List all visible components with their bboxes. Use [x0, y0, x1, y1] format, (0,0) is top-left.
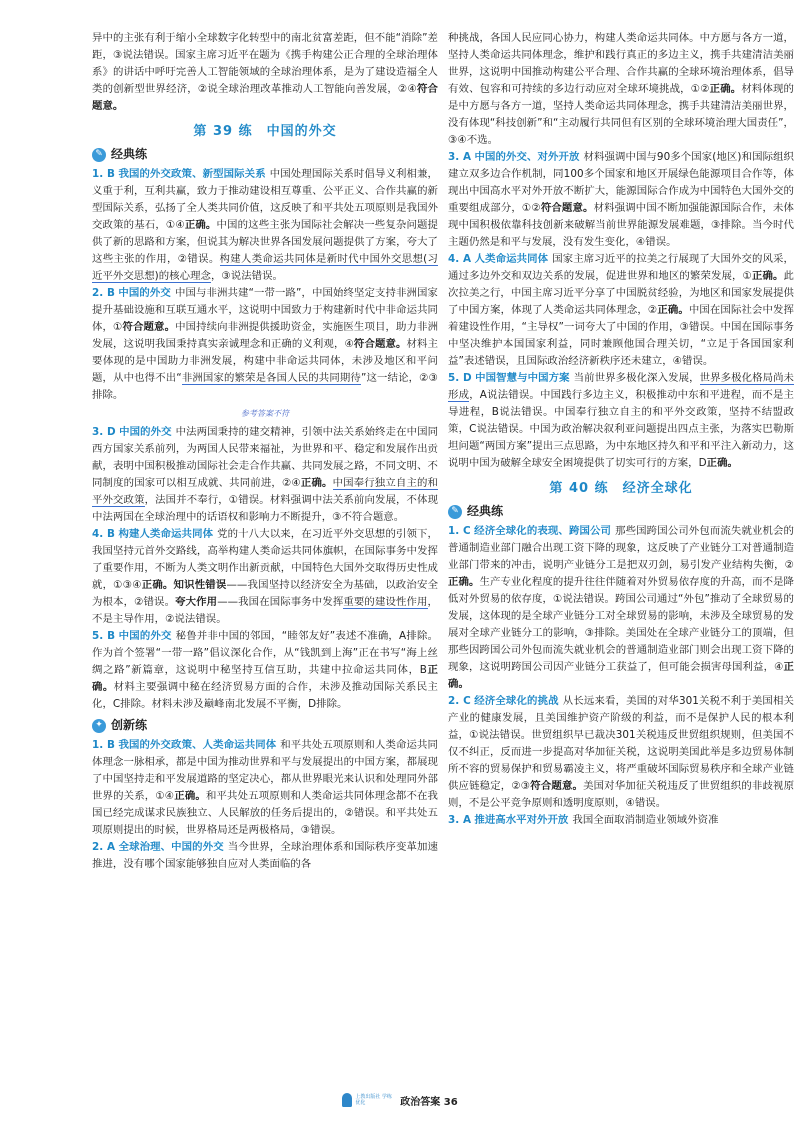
page-number-label: 政治答案 36: [400, 1096, 458, 1108]
r-q4-tag: 人类命运共同体: [474, 253, 549, 265]
r-q3-text: 材料强调中国与90多个国家(地区)和国际组织建立双多边合作机制，同100多个国家和地区开展绿色能源项目合作等，体现出中国高水平对外开放不断扩大，能源国际合作成为中国特色大国外交的重要组成部分，①②: [448, 151, 795, 214]
i1-text: 和平共处五项原则和人类命运共同体理念一脉相承，都是中国为推动世界和平与发展提出的中国方案，都展现了中国坚持走和平发展道路的坚定决心，都从世界眼光来认识和处理同外部世界的关系，①④: [92, 739, 439, 802]
publisher-logo: [342, 1092, 394, 1108]
section-39-title: 第 39 练 中国的外交: [193, 124, 337, 139]
i2-tag: 全球治理、中国的外交: [118, 841, 224, 853]
r-q5-number: 5. D: [448, 372, 472, 384]
classic-label: 经典练: [111, 147, 148, 161]
q3-text: 中法两国秉持的建交精神，引领中法关系始终走在中国同西方国家关系前列，为两国人民带来福祉，为世界和平、稳定和发展作出贡献，表明中国积极推动国际社会走合作共赢、共同发展之路，不同文明、不同制度的国家可以相互成就、共同前进，②④: [92, 426, 439, 489]
q5-number: 5. B: [92, 630, 116, 642]
lightbulb-icon: ✦: [92, 719, 106, 733]
q5-text-2: 材料主要强调中秘在经济贸易方面的合作，未涉及推动国际关系民主化，C排除。材料未涉及巅峰南北发展不平衡，D排除。: [92, 681, 438, 710]
intro-text: 异中的主张有利于缩小全球数字化转型中的南北贫富差距，但不能“消除”差距，③说法错误。国家主席习近平在题为《携手构建公正合理的全球治理体系》的讲话中呼吁完善人工智能领域的全球治理体系，是为了建设造福全人类的创新型世界经济，②说全球治理改革推动人工智能向善发展，②④: [92, 32, 438, 95]
q2-verdict-2: 符合题意。: [353, 338, 407, 350]
e1-text-2: 生产专业化程度的提升往往伴随着对外贸易依存度的升高，而不是降低对外贸易的依存度，①说法错误。跨国公司通过“外包”推动了全球贸易的发展，这体现的是全球产业链分工对全球贸易的影响，未涉及全球贸易的发展对全球产业链分工的影响，③排除。美国处在全球产业链分工的顶端，但那些因跨国公司外包而流失就业机会的普通制造业部门则会出现工资下降的现象，这说明跨国公司因产业链分工获益了，但可能会损害母国利益，④: [448, 576, 795, 673]
q4-verdict: 正确。: [141, 579, 174, 591]
innovation-label: 创新练: [111, 718, 148, 732]
q4-answer: [92, 526, 438, 628]
e2-number: 2. C: [448, 695, 471, 707]
r-q5-tag: 中国智慧与中国方案: [475, 372, 570, 384]
i1-answer: [92, 737, 438, 839]
r-q4-text: 国家主席习近平的拉美之行展现了大国外交的风采，通过多边外交和双边关系的发展，促进世界和地区的繁荣发展，①: [448, 253, 794, 282]
e3-number: 3. A: [448, 814, 472, 826]
q2-text-3: 材料主要体现的是中国助力非洲发展，构建中非命运共同体，未涉及地区和平问题，从中也得不出“: [92, 338, 439, 384]
q3-number: 3. D: [92, 426, 116, 438]
q3-underline: 中国奉行独立自主的和平外交政策: [92, 477, 438, 506]
q5-answer: [92, 628, 438, 713]
q1-text-3: ，③说法错误。: [210, 270, 283, 282]
e1-answer: [448, 523, 794, 693]
q2-text-2: 中国持续向非洲提供援助资金，实施医生项目，助力非洲发展，这说明我国秉持真实亲诚理念和正确的义利观，④: [92, 321, 439, 350]
classic-label-2: 经典练: [467, 504, 504, 518]
q5-text: 秘鲁并非中国的邻国，“睦邻友好”表述不准确，A排除。作为首个签署“一带一路”倡议深化合作，从“钱凯到上海”正在书写“海上丝绸之路”新篇章，这说明中秘坚持互信互助，共建中拉命运共同体，B: [92, 630, 439, 676]
handwritten-note: 参考答案不符: [240, 409, 290, 418]
e2-text: 从长远来看，美国的对华301关税不利于美国相关产业的健康发展，且美国维护资产阶级的利益，而不是保护人民的根本利益，①说法错误。世贸组织早已裁决301关税违反世贸组织规则，但美国不仅不纠正，反而进一步提高对华加征关税，这说明美国此举是多边贸易体制所不容的贸易保护和贸易霸凌主义，将严重破坏国际贸易秩序和全球产业链供应链稳定，②③: [448, 695, 795, 792]
mascot-icon: [342, 1093, 352, 1107]
e2-answer: [448, 693, 794, 812]
e2-verdict: 符合题意。: [530, 780, 584, 792]
q2-text: 中国与非洲共建“一带一路”，中国始终坚定支持非洲国家提升基础设施和互联互通水平，这说明中国致力于构建新时代中非命运共同体，①: [92, 287, 438, 333]
q3-verdict: 正确。: [300, 477, 333, 489]
left-column: [92, 30, 438, 873]
q4-tag: 构建人类命运共同体: [118, 528, 214, 540]
r-q4-verdict: 正确。: [751, 270, 784, 282]
e1-number: 1. C: [448, 525, 471, 537]
q1-text: 中国处理国际关系时倡导义利相兼，义重于利，互利共赢，致力于推动建设相互尊重、公平正义、合作共赢的新型国际关系，弘扬了全人类共同价值，这反映了和平共处五项原则是我国外交政策的基石，①④: [92, 168, 438, 231]
q4-number: 4. B: [92, 528, 115, 540]
r-q3-number: 3. A: [448, 151, 472, 163]
q4-exaggeration-label: 夸大作用: [175, 596, 218, 608]
i1-verdict: 正确。: [174, 790, 206, 802]
r-q4-text-2: 此次拉美之行，中国主席习近平分享了中国脱贫经验，为地区和国家发展提供了中国方案，体现了人类命运共同体理念，②: [448, 270, 794, 316]
q1-verdict: 正确。: [184, 219, 217, 231]
intro-answer: 符合题意。: [92, 83, 438, 112]
i2-text: 当今世界，全球治理体系和国际秩序变革加速推进，没有哪个国家能够独自应对人类面临的各: [92, 841, 439, 870]
q4-underline: 重要的建设性作用: [343, 596, 428, 608]
q3-text-2: ，法国并不奉行，①错误。材料强调中法关系前向发展，不体现中法两国在全球治理中的话语权和影响力不断提升，③不符合题意。: [92, 494, 439, 523]
i2-continued: [448, 30, 794, 149]
e1-text: 那些国跨国公司外包而流失就业机会的普通制造业部门融合出现工资下降的现象，这反映了产业链分工对普通制造业部门带来的冲击，说明产业链分工是把双刃剑，易引发产业结构失衡，②: [448, 525, 795, 571]
e3-tag: 推进高水平对外开放: [474, 814, 569, 826]
q4-knowledge-error-label: 知识性错误: [173, 579, 227, 591]
r-q5-answer: [448, 370, 794, 472]
right-column: [448, 30, 794, 829]
classic-heading-2: [448, 503, 794, 520]
r-q4-text-3: 中国在国际社会中发挥着建设性作用，“主导权”一词夸大了中国的作用，③错误。中国在国际事务中坚决维护本国国家利益，同时兼顾他国合理关切，“立足于各国国家利益”表述错误，且国际政治经济新秩序还未建立，④错误。: [448, 304, 794, 367]
q2-underline: 非洲国家的繁荣是各国人民的共同期待: [181, 372, 361, 384]
r-q5-text-2: ，A说法错误。中国践行多边主义，积极推动中东和平进程，而不是主导进程，B说法错误。中国奉行独立自主的和平外交政策，坚持不结盟政策，C说法错误。中国为政治解决叙利亚问题提出四点主张，为落实巴勒斯坦问题“两国方案”提出三点思路，为中东地区持久和平和平注入新动力，这说明中国为破解全球安全困境提供了切实可行的方案，D: [448, 389, 794, 469]
i2-cont-text: 种挑战，各国人民应同心协力，构建人类命运共同体。中方愿与各方一道，坚持人类命运共同体理念，维护和践行真正的多边主义，携手共建清洁美丽世界，这说明中国推动构建公平合理、合作共赢的全球环境治理体系，倡导有效、包容和可持续的多边行动应对全球环境挑战，①②: [448, 32, 794, 95]
intro-paragraph: [92, 30, 438, 115]
r-q5-underline: 世界多极化格局尚未形成: [448, 372, 795, 401]
q3-tag: 中国的外交: [119, 426, 172, 438]
e1-verdict-2: 正确。: [448, 661, 794, 690]
q1-answer: [92, 166, 438, 285]
i2-cont-text-2: 材料体现的是中方愿与各方一道，坚持人类命运共同体理念，携手共建清洁美丽世界，没有体现“科技创新”和“主动履行共同但有区别的全球环境治理大国责任”，③④不选。: [448, 83, 794, 146]
q1-number: 1. B: [92, 168, 115, 180]
q5-tag: 中国的外交: [118, 630, 172, 642]
section-40-title: 第 40 练 经济全球化: [549, 481, 693, 496]
i1-text-2: 和平共处五项原则和人类命运共同体理念都不在我国已经完成谋求民族独立、人民解放的任务后提出的，②错误。和平共处五项原则提出的时候，世界格局还是两极格局，③错误。: [92, 790, 439, 836]
e1-verdict: 正确。: [448, 576, 480, 588]
q2-tag: 中国的外交: [118, 287, 171, 299]
publisher-brand: 上教出版社 学练优化: [355, 1094, 392, 1106]
e3-answer: [448, 812, 794, 829]
classic-heading: [92, 146, 438, 163]
i2-answer: [92, 839, 438, 873]
i1-number: 1. B: [92, 739, 115, 751]
q3-answer: [92, 424, 438, 526]
q1-text-2: 中国的这些主张为国际社会解决一些复杂问题提供了新的思路和方案，但说其为解决世界各国发展问题提供了方案，夸大了这些主张的作用，②错误。: [92, 219, 438, 265]
r-q3-answer: [448, 149, 794, 251]
q5-verdict: 正确。: [92, 664, 438, 693]
i2-cont-verdict: 正确。: [709, 83, 742, 95]
i1-tag: 我国的外交政策、人类命运共同体: [118, 739, 277, 751]
page-footer: [0, 1092, 800, 1108]
pencil-icon: ✎: [448, 505, 462, 519]
q2-number: 2. B: [92, 287, 115, 299]
q4-text-2: ——我国坚持以经济安全为基础，以政治安全为根本，②错误。: [92, 579, 439, 608]
r-q4-verdict-2: 正确。: [657, 304, 689, 316]
innovation-heading: [92, 717, 438, 734]
pencil-icon: ✎: [92, 148, 106, 162]
e2-text-2: 美国对华加征关税违反了世贸组织的非歧视原则，不是公平竞争原则和透明度原则，④错误。: [448, 780, 795, 809]
q1-tag: 我国的外交政策、新型国际关系: [118, 168, 266, 180]
q4-text-4: ，不是主导作用，②说法错误。: [92, 596, 438, 625]
r-q3-tag: 中国的外交、对外开放: [474, 151, 580, 163]
r-q5-verdict: 正确。: [706, 457, 738, 469]
r-q3-text-2: 材料强调中国不断加强能源国际合作，未体现中国积极依靠科技创新来破解当前世界能源发展难题，③排除。当今时代主题仍然是和平与发展，没有发生变化，④错误。: [448, 202, 794, 248]
q2-answer: [92, 285, 438, 404]
i2-number: 2. A: [92, 841, 116, 853]
r-q4-answer: [448, 251, 794, 370]
q4-text: 党的十八大以来，在习近平外交思想的引领下，我国坚持元首外交路线，高举构建人类命运共同体旗帜，在国际事务中发挥了重要作用，不断为人类文明作出新贡献，中国特色大国外交取得历史性成就，①③④: [92, 528, 438, 591]
q4-text-3: ——我国在国际事务中发挥: [217, 596, 344, 608]
e3-text: 我国全面取消制造业领域外资准: [572, 814, 719, 826]
r-q4-number: 4. A: [448, 253, 472, 265]
e1-tag: 经济全球化的表现、跨国公司: [474, 525, 612, 537]
q2-verdict: 符合题意。: [122, 321, 176, 333]
r-q5-text: 当前世界多极化深入发展，: [573, 372, 700, 384]
q2-text-4: ”这一结论，②③排除。: [92, 372, 438, 401]
q1-underline: 构建人类命运共同体是新时代中国外交思想(习近平外交思想)的核心理念: [92, 253, 438, 282]
r-q3-verdict: 符合题意。: [540, 202, 594, 214]
e2-tag: 经济全球化的挑战: [474, 695, 559, 707]
